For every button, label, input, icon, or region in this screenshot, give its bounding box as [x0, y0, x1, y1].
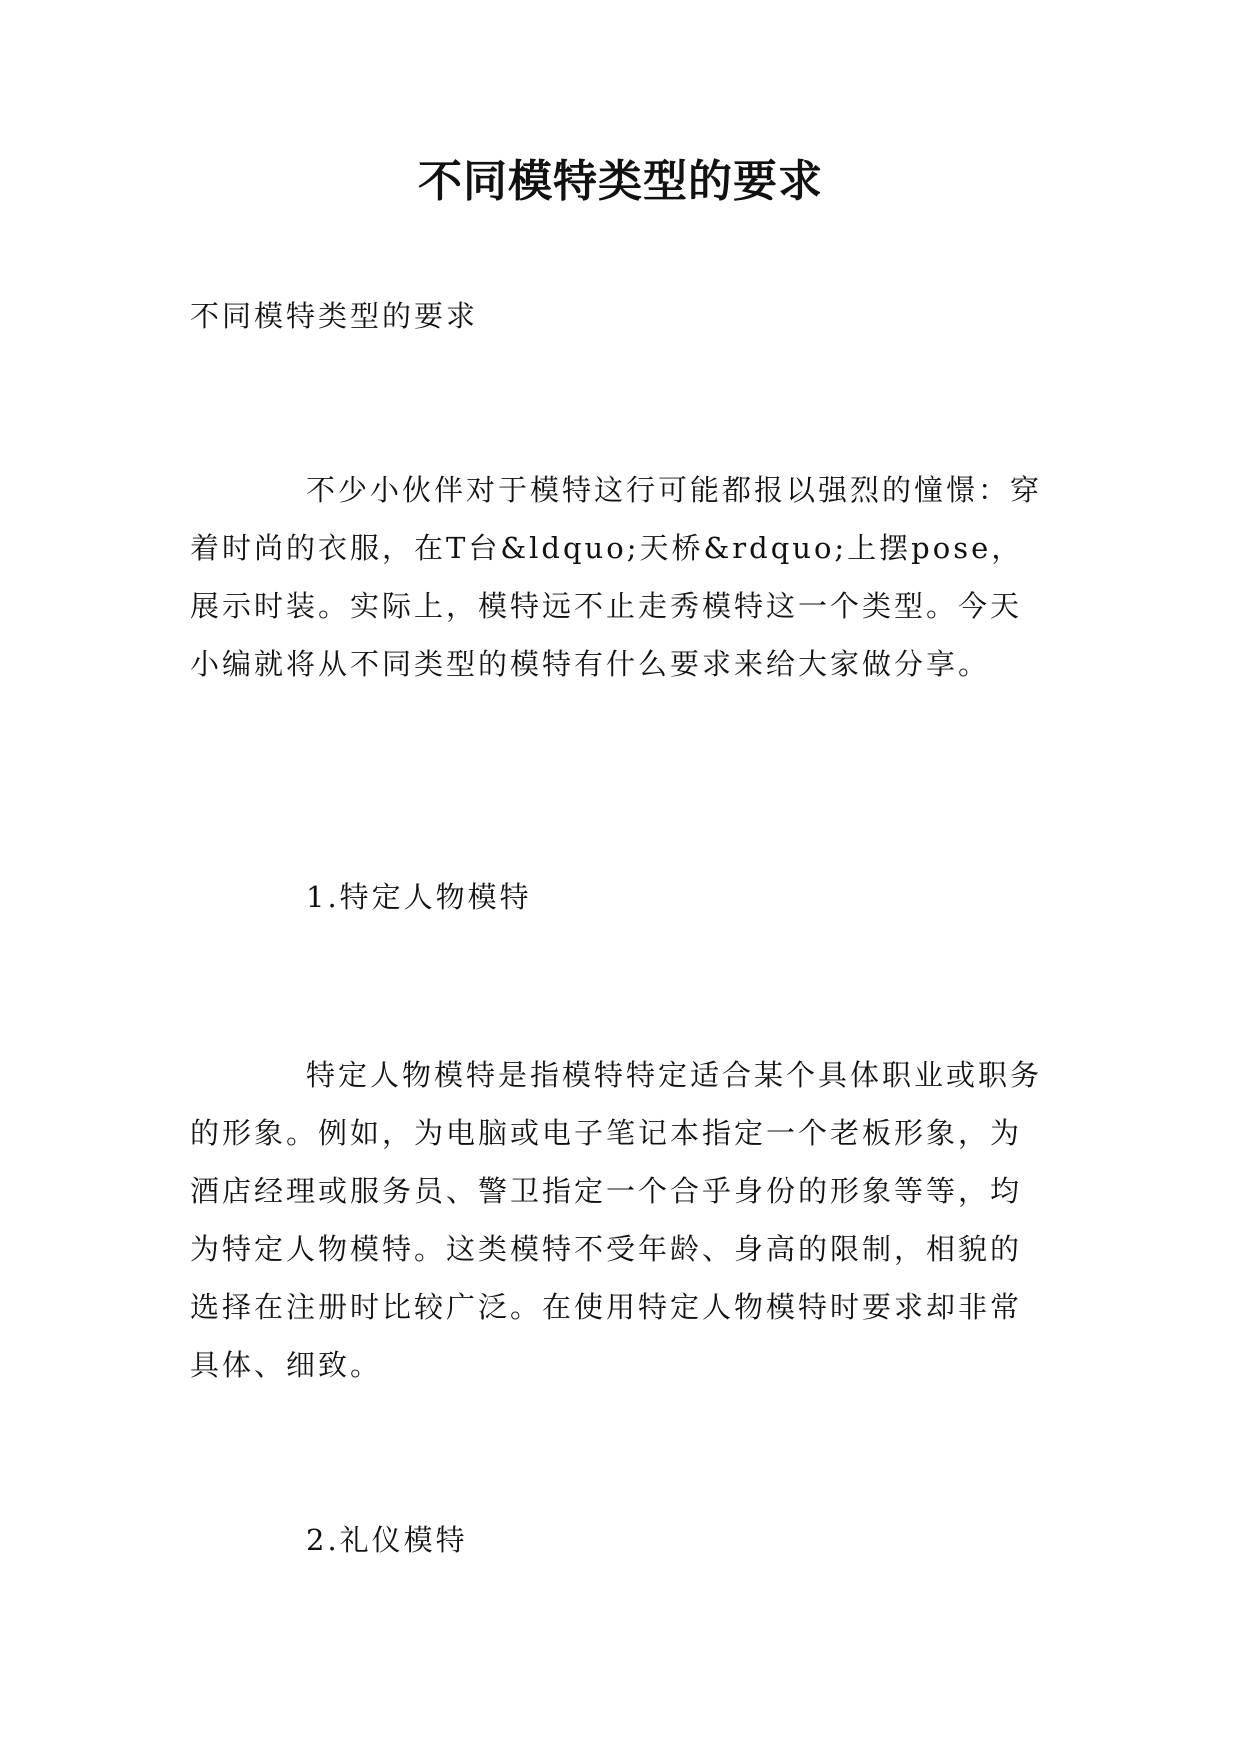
- document-subtitle: 不同模特类型的要求: [190, 299, 479, 333]
- section-paragraph-1: 特定人物模特是指模特特定适合某个具体职业或职务的形象。例如，为电脑或电子笔记本指定一个老板形象，为酒店经理或服务员、警卫指定一个合乎身份的形象等等，均为特定人物模特。这类模特不受年龄、身高的限制，相貌的选择在注册时比较广泛。在使用特定人物模特时要求却非常具体、细致。: [190, 1058, 1043, 1382]
- document-title: 不同模特类型的要求: [418, 156, 823, 207]
- intro-paragraph: 不少小伙伴对于模特这行可能都报以强烈的憧憬：穿着时尚的衣服，在T台&ldquo;天桥&rdquo;上摆pose，展示时装。实际上，模特远不止走秀模特这一个类型。今天小编就将从不同类型的模特有什么要求来给大家做分享。: [190, 473, 1043, 681]
- section-heading-2: 2.礼仪模特: [306, 1523, 468, 1557]
- section-heading-1: 1.特定人物模特: [306, 880, 532, 914]
